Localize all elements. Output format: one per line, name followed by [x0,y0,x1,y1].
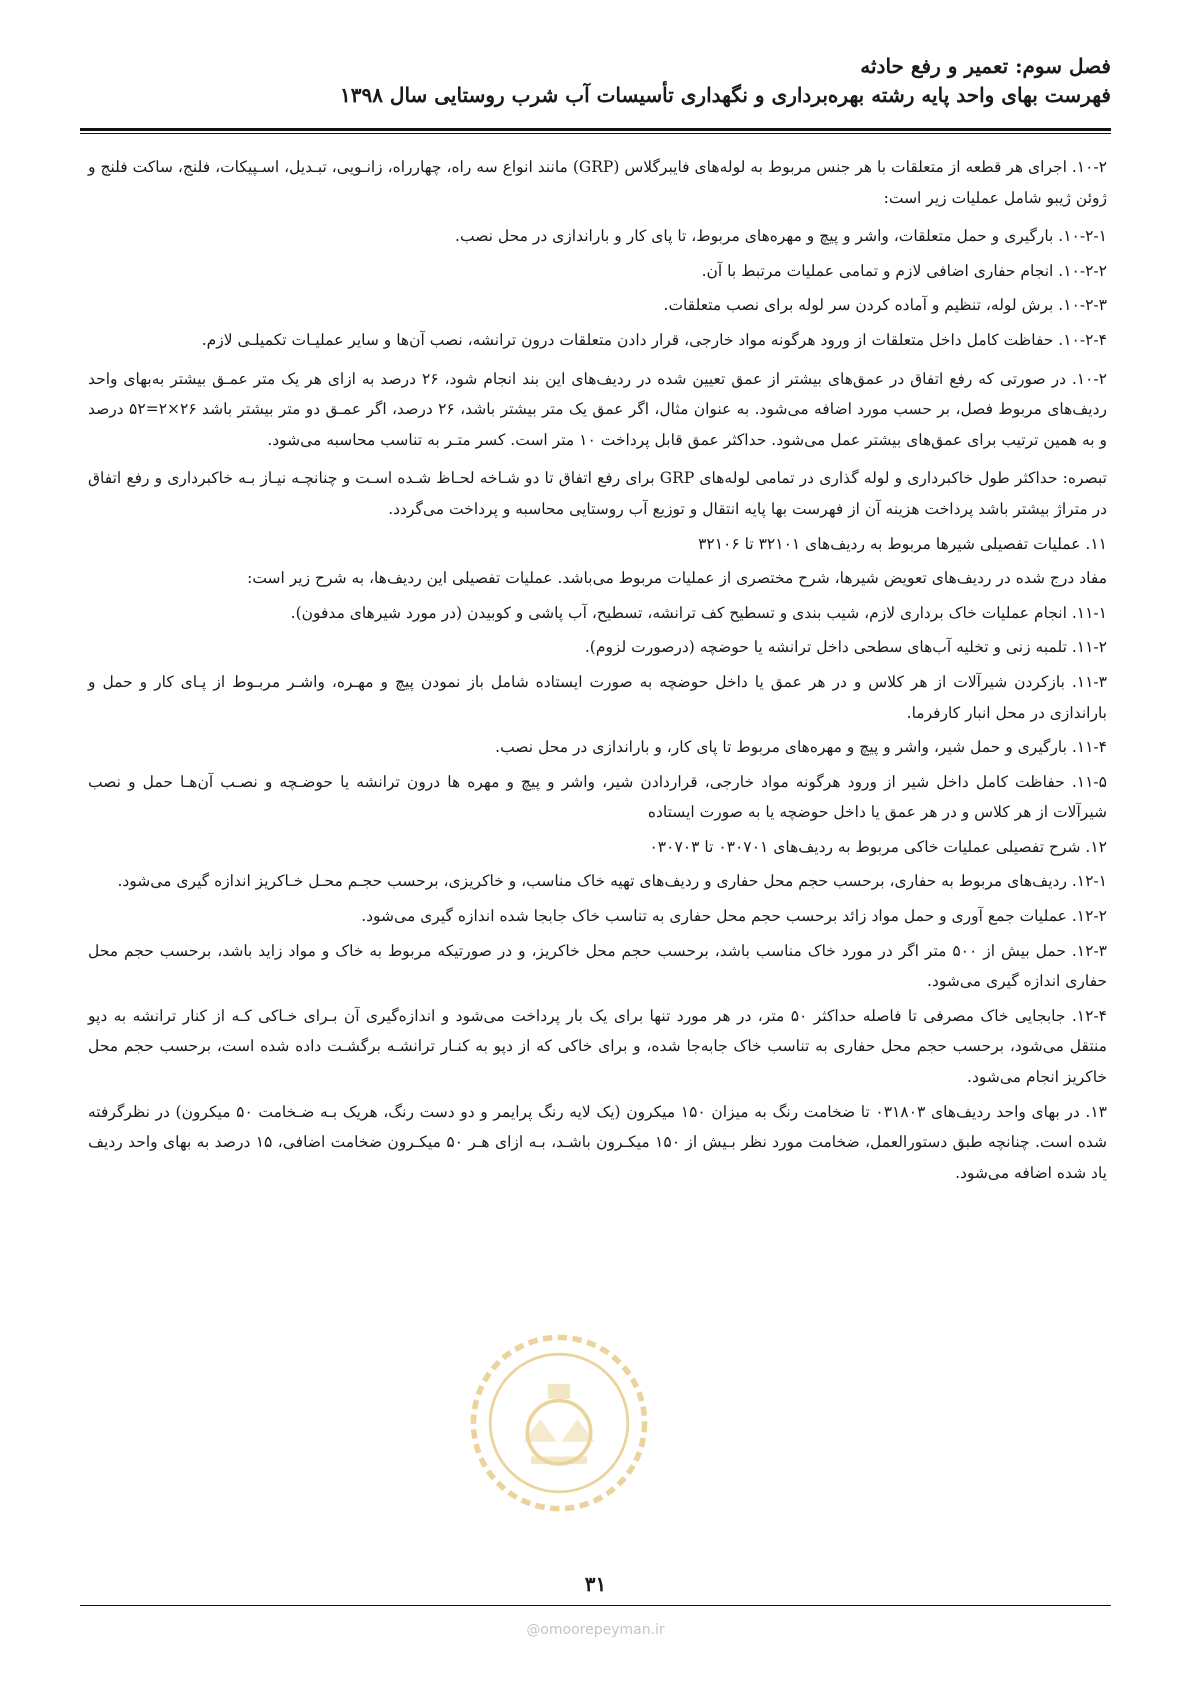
paragraph: ۱۰-۲. در صورتی که رفع اتفاق در عمق‌های بیشتر از عمق تعیین شده در ردیف‌های این بند انجام شود، ۲۶ درصد به ازای هر یک متر عمـق بیشتر به‌بهای واحد ردیف‌های مربوط فصل، بر حسب مورد اضافه می‌شود. به عنوان مثال، اگر عمق یک متر بیشتر باشد، ۲۶ درصد، اگر عمـق دو متر بیشتر باشد ۲۶×۲=۵۲ درصد و به همین ترتیب برای عمق‌های بیشتر عمل می‌شود. حداکثر عمق قابل پرداخت ۱۰ متر است. کسر متـر به تناسب محاسبه می‌شود. [88,369,1107,449]
paragraph: ۱۲-۳. حمل بیش از ۵۰۰ متر اگر در مورد خاک مناسب باشد، برحسب حجم محل خاکریز، و در صورتیکه مربوط به خاک و مواد زاید باشد، برحسب حجم محل حفاری اندازه گیری می‌شود. [88,941,1108,991]
paragraph: ۱۱-۳. بازکردن شیرآلات از هر کلاس و در هر عمق یا داخل حوضچه به صورت ایستاده شامل باز نمودن پیچ و مهـره، واشـر مربـوط از پـای کار و حمل و باراندازی در محل انبار کارفرما. [88,672,1107,722]
paragraph: ۱۳. در بهای واحد ردیف‌های ۰۳۱۸۰۳ تا ضخامت رنگ به میزان ۱۵۰ میکرون (یک لایه رنگ پرایمر و دو دست رنگ، هریک بـه ضـخامت ۵۰ میکرون) در نظرگرفته شده است. چنانچه طبق دستورالعمل، ضخامت مورد نظر بـیش از ۱۵۰ میکـرون باشـد، بـه ازای هـر ۵۰ میکـرون ضخامت اضافی، ۱۵ درصد به بهای واحد ردیف یاد شده اضافه می‌شود. [88,1102,1107,1182]
paragraph: ۱۰-۲-۳. برش لوله، تنظیم و آماده کردن سر لوله برای نصب متعلقات. [663,296,1107,315]
paragraph: ۱۱-۱. انجام عملیات خاک برداری لازم، شیب بندی و تسطیح کف ترانشه، تسطیح، آب پاشی و کوبیدن (در مورد شیرهای مدفون). [290,603,1107,622]
document-subtitle: فهرست بهای واحد پایه رشته بهره‌برداری و نگهداری تأسیسات آب شرب روستایی سال ۱۳۹۸ [339,83,1111,107]
page-number: ۳۱ [584,1572,607,1596]
paragraph: ۱۰-۲-۲. انجام حفاری اضافی لازم و تمامی عملیات مرتبط با آن. [701,261,1107,280]
document-body [88,152,1107,1192]
header-divider [80,128,1111,131]
section-heading: ۱۱. عملیات تفصیلی شیرها مربوط به ردیف‌های ۳۲۱۰۱ تا ۳۲۱۰۶ [698,534,1107,553]
paragraph: ۱۱-۵. حفاظت کامل داخل شیر از ورود هرگونه مواد خارجی، قراردادن شیر، واشر و پیچ و مهره ها درون ترانشه یا حوضـچه و نصـب آن‌هـا حمل و نصب شیرآلات از هر کلاس و در هر عمق یا داخل حوضچه یا به صورت ایستاده [88,772,1107,822]
paragraph: ۱۰-۲. اجرای هر قطعه از متعلقات با هر جنس مربوط به لوله‌های فایبرگلاس (GRP) مانند انواع سه راه، چهارراه، زانـویی، تبـدیل، اسـپیکات، فلنج، ساکت فلنج و ژوئن ژیبو شامل عملیات زیر است: [88,158,1107,207]
footer-divider [80,1605,1111,1606]
note-paragraph: تبصره: حداکثر طول خاکبرداری و لوله گذاری در تمامی لوله‌های GRP برای رفع اتفاق تا دو شـاخه لحـاظ شـده اسـت و چنانچـه نیـاز بـه خاکبرداری و رفع اتفاق در متراژ بیشتر باشد پرداخت هزینه آن از فهرست بها پایه انتقال و توزیع آب روستایی محاسبه و پرداخت می‌گردد. [88,469,1107,518]
paragraph: ۱۲-۱. ردیف‌های مربوط به حفاری، برحسب حجم محل حفاری و ردیف‌های تهیه خاک مناسب، و خاکریزی، برحسب حجـم محـل خـاکریز اندازه گیری می‌شود. [117,872,1107,891]
paragraph: ۱۱-۲. تلمبه زنی و تخلیه آب‌های سطحی داخل ترانشه یا حوضچه (درصورت لزوم). [584,638,1107,657]
paragraph: ۱۱-۴. بارگیری و حمل شیر، واشر و پیچ و مهره‌های مربوط تا پای کار، و باراندازی در محل نصب. [495,738,1107,757]
watermark-seal [466,1330,652,1516]
chapter-title: فصل سوم: تعمیر و رفع حادثه [860,54,1111,78]
page-header [80,52,1111,110]
website-label: @omoorepeyman.ir [526,1622,665,1638]
section-heading: ۱۲. شرح تفصیلی عملیات خاکی مربوط به ردیف‌های ۰۳۰۷۰۱ تا ۰۳۰۷۰۳ [649,837,1107,856]
header-divider-thin [80,133,1111,134]
paragraph: مفاد درج شده در ردیف‌های تعویض شیرها، شرح مختصری از عملیات مربوط می‌باشد. عملیات تفصیلی این ردیف‌ها، به شرح زیر است: [247,569,1107,588]
paragraph: ۱۰-۲-۱. بارگیری و حمل متعلقات، واشر و پیچ و مهره‌های مربوط، تا پای کار و باراندازی در محل نصب. [455,227,1107,246]
paragraph: ۱۲-۴. جابجایی خاک مصرفی تا فاصله حداکثر ۵۰ متر، در هر مورد تنها برای یک بار پرداخت می‌شود و اندازه‌گیری آن بـرای خـاکی کـه از کنار ترانشه به دپو منتقل می‌شود، برحسب حجم محل حفاری به تناسب خاک جابه‌جا شده، و برای خاکی که از دپو به کنـار ترانشـه برگشـت داده شده است، برحسب حجم محل خاکریز انجام می‌شود. [88,1006,1108,1087]
paragraph: ۱۲-۲. عملیات جمع آوری و حمل مواد زائد برحسب حجم محل حفاری به تناسب خاک جابجا شده اندازه گیری می‌شود. [361,907,1107,926]
paragraph: ۱۰-۲-۴. حفاظت کامل داخل متعلقات از ورود هرگونه مواد خارجی، قرار دادن متعلقات درون ترانشه، نصب آن‌ها و سایر عملیـات تکمیلـی لازم. [201,330,1107,349]
